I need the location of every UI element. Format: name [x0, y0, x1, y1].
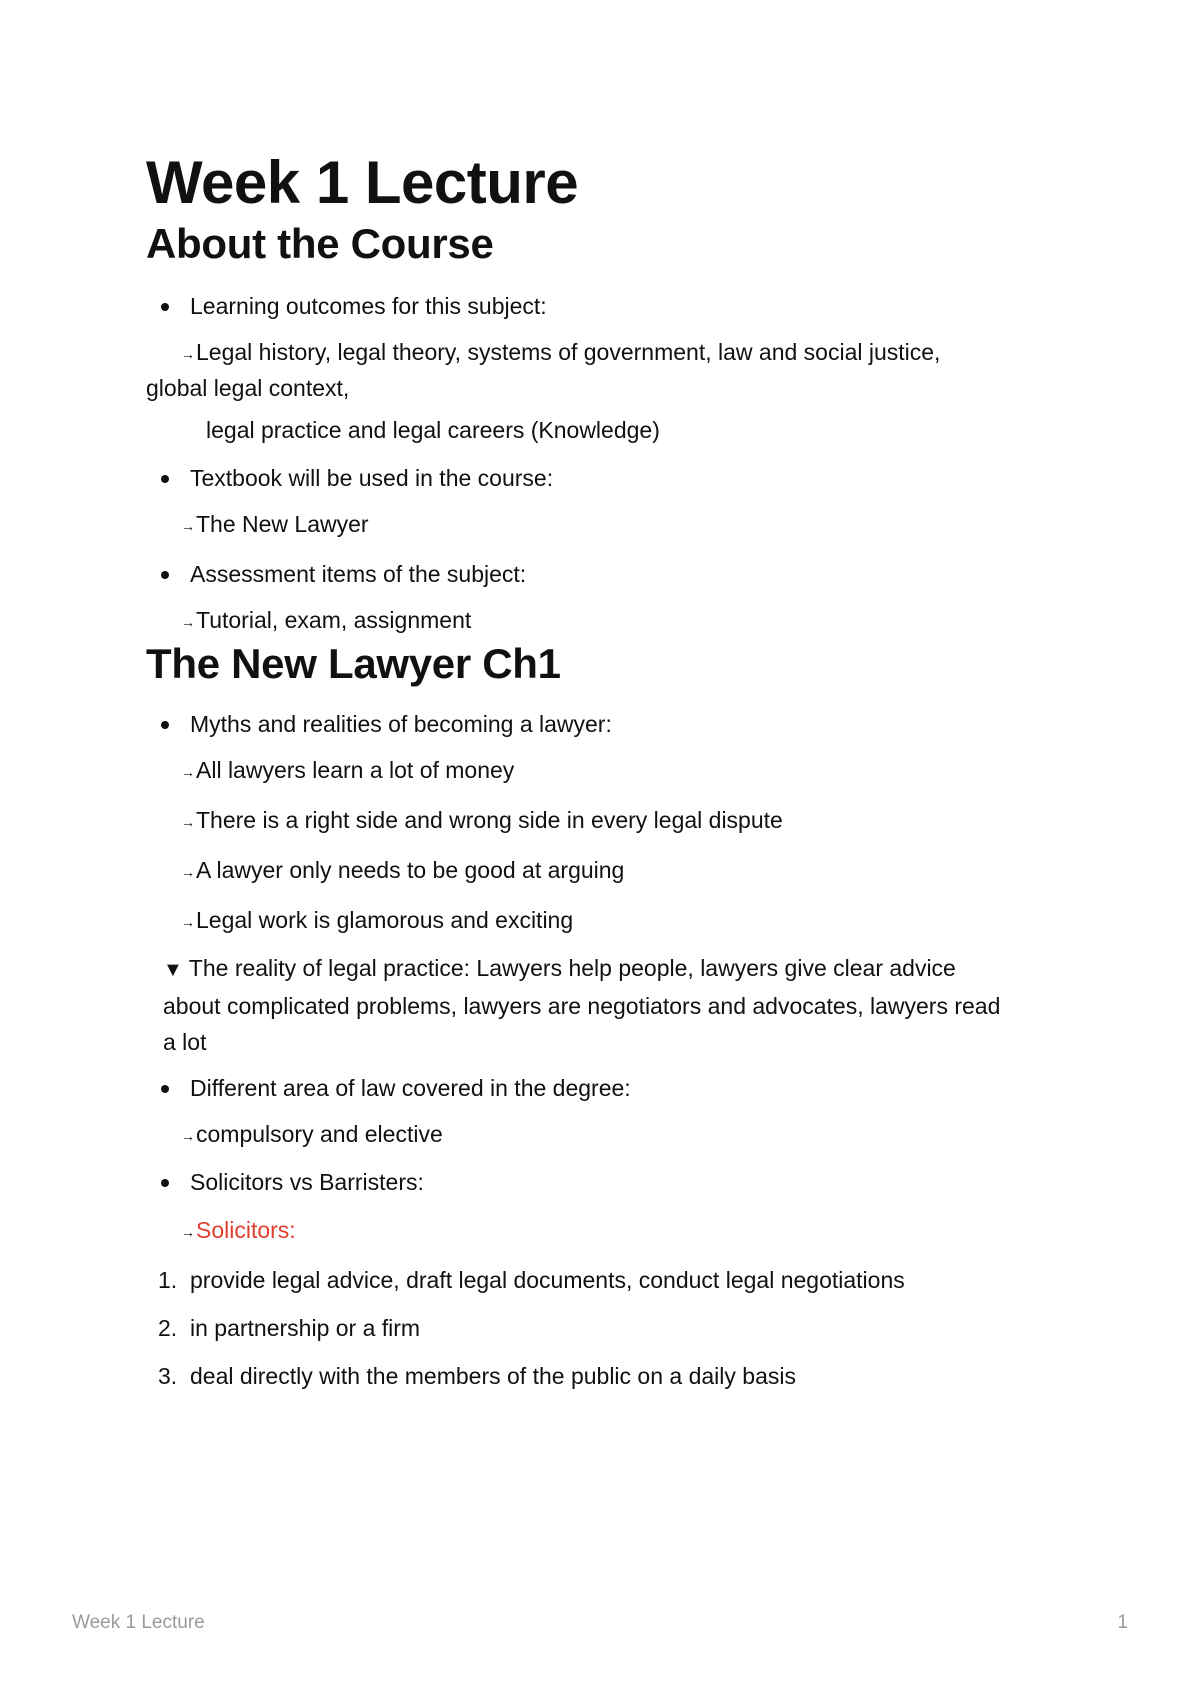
sub-assessment [146, 604, 1066, 638]
section-heading-new-lawyer: The New Lawyer Ch1 [146, 640, 561, 687]
arrow-icon: → [181, 1128, 195, 1144]
toggle-line [163, 950, 1066, 988]
bullet-areas-of-law [146, 1072, 1066, 1104]
bullet-text: Textbook will be used in the course: [190, 465, 554, 491]
toggle-text: The reality of legal practice: Lawyers help people, lawyers give clear advice [188, 955, 956, 981]
sub-learning-outcomes-wrap: global legal context, [146, 375, 350, 401]
section-heading-about-course: About the Course [146, 220, 494, 267]
page-title: Week 1 Lecture [146, 149, 579, 216]
sub-text: compulsory and elective [196, 1121, 443, 1147]
page-content [146, 148, 1066, 1392]
arrow-icon: → [181, 764, 195, 780]
numbered-item [146, 1360, 1066, 1392]
sub-textbook [146, 508, 1066, 542]
item-number: 3. [158, 1363, 178, 1389]
bullet-assessment [146, 558, 1066, 590]
bullet-text: Different area of law covered in the degree: [190, 1075, 631, 1101]
bullet-text: Solicitors vs Barristers: [190, 1169, 424, 1195]
myth-text: There is a right side and wrong side in every legal dispute [196, 807, 783, 833]
item-number: 1. [158, 1267, 178, 1293]
arrow-icon: → [181, 614, 195, 630]
footer-page-number: 1 [1117, 1612, 1128, 1633]
sub-learning-outcomes [146, 336, 1066, 370]
bullet-textbook [146, 462, 1066, 494]
sub-learning-outcomes-continued: legal practice and legal careers (Knowledge) [206, 417, 660, 443]
bullet-text: Assessment items of the subject: [190, 561, 527, 587]
item-number: 2. [158, 1315, 178, 1341]
footer-document-title: Week 1 Lecture [72, 1612, 205, 1633]
sub-text: Tutorial, exam, assignment [196, 607, 472, 633]
bullet-text: Myths and realities of becoming a lawyer: [190, 711, 612, 737]
numbered-item [146, 1264, 1066, 1296]
myth-text: All lawyers learn a lot of money [196, 757, 515, 783]
solicitors-label: Solicitors: [196, 1217, 296, 1243]
arrow-icon: → [181, 864, 195, 880]
myth-text: A lawyer only needs to be good at arguing [196, 857, 625, 883]
arrow-icon: → [181, 346, 195, 362]
item-text: in partnership or a firm [190, 1315, 421, 1341]
bullet-text: Learning outcomes for this subject: [190, 293, 547, 319]
myth-item [146, 754, 1066, 788]
item-text: provide legal advice, draft legal documents, conduct legal negotiations [190, 1267, 905, 1293]
sub-text: Legal history, legal theory, systems of government, law and social justice, [196, 339, 941, 365]
toggle-line: about complicated problems, lawyers are negotiators and advocates, lawyers read [163, 993, 1001, 1019]
sub-solicitors [146, 1214, 1066, 1248]
arrow-icon: → [181, 518, 195, 534]
arrow-icon: → [181, 1224, 195, 1240]
sub-text: The New Lawyer [196, 511, 369, 537]
item-text: deal directly with the members of the public on a daily basis [190, 1363, 796, 1389]
bullet-solicitors-vs-barristers [146, 1166, 1066, 1198]
myth-item [146, 804, 1066, 838]
sub-areas-of-law [146, 1118, 1066, 1152]
myth-item [146, 854, 1066, 888]
toggle-line: a lot [163, 1029, 207, 1055]
bullet-learning-outcomes [146, 290, 1066, 322]
toggle-reality-of-practice[interactable] [146, 950, 1066, 1060]
toggle-triangle-icon[interactable]: ▼ [163, 959, 183, 981]
myth-text: Legal work is glamorous and exciting [196, 907, 574, 933]
numbered-item [146, 1312, 1066, 1344]
myth-item [146, 904, 1066, 938]
bullet-myths [146, 708, 1066, 740]
arrow-icon: → [181, 914, 195, 930]
arrow-icon: → [181, 814, 195, 830]
